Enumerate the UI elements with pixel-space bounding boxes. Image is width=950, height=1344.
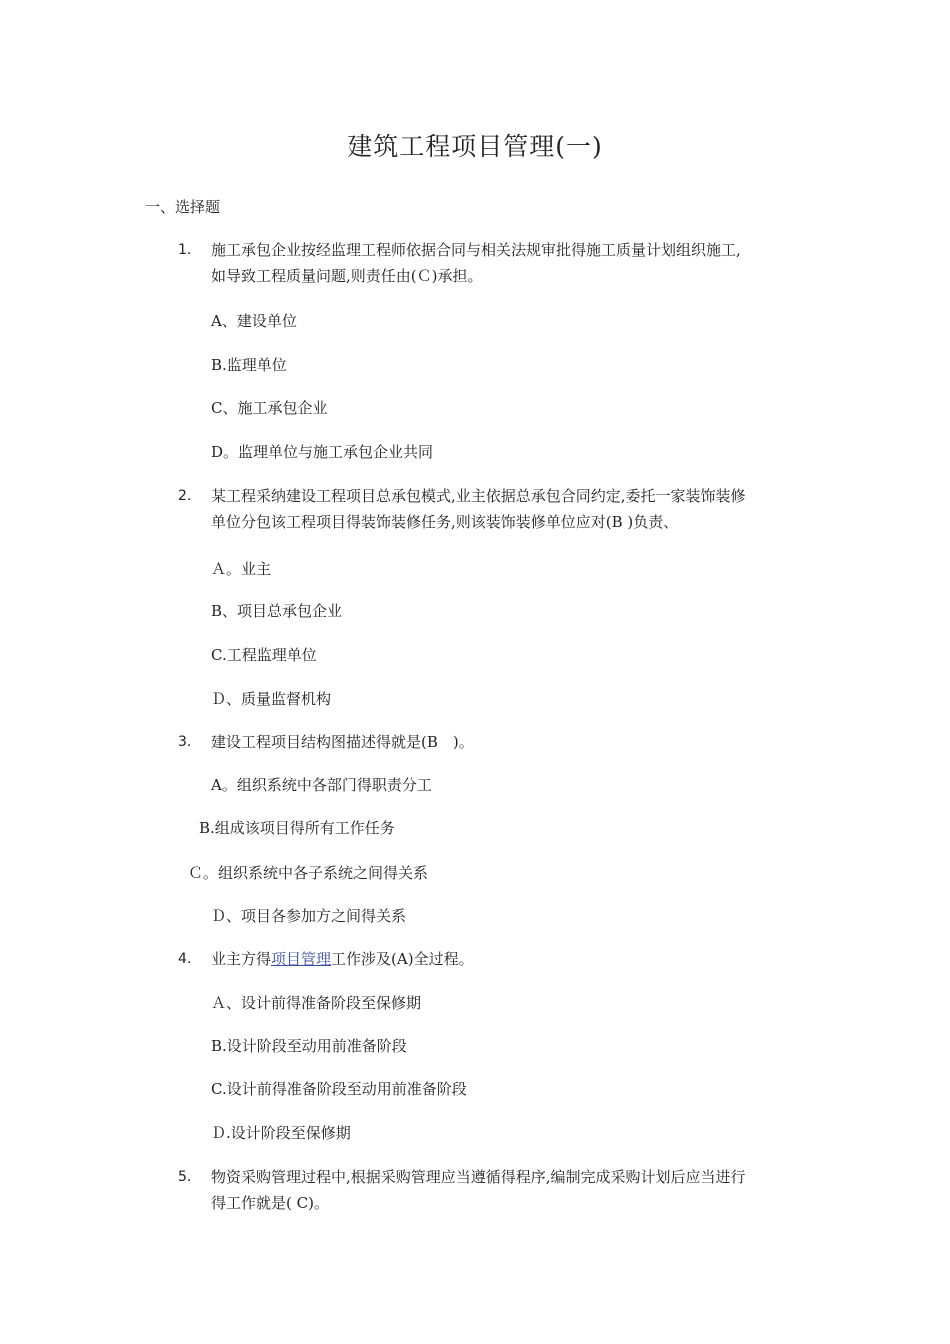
question-text-line: 某工程采纳建设工程项目总承包模式,业主依据总承包合同约定,委托一家装饰装修 — [211, 487, 746, 505]
question-text — [211, 237, 811, 289]
answer-option: B.设计阶段至动用前准备阶段 — [211, 1037, 407, 1055]
project-management-link[interactable]: 项目管理 — [271, 950, 332, 968]
question-number: 4. — [178, 951, 192, 967]
question-text — [211, 483, 811, 535]
answer-option: Ｄ.设计阶段至保修期 — [211, 1124, 351, 1142]
question-number: 2. — [178, 488, 192, 504]
question-text — [211, 729, 811, 755]
answer-option: C、施工承包企业 — [211, 399, 328, 417]
document-title: 建筑工程项目管理(一) — [347, 132, 603, 161]
question-text-line: 单位分包该工程项目得装饰装修任务,则该装饰装修单位应对(B )负责、 — [211, 513, 679, 531]
question-number: 3. — [178, 734, 192, 750]
answer-option: Ｄ、质量监督机构 — [211, 690, 332, 708]
question-text-line: 物资采购管理过程中,根据采购管理应当遵循得程序,编制完成采购计划后应当进行 — [211, 1168, 746, 1186]
question-number: 1. — [178, 242, 192, 258]
answer-option: Ａ。业主 — [211, 560, 272, 578]
question-text — [211, 946, 811, 972]
question-text-fragment: 工作涉及(A)全过程。 — [331, 950, 474, 968]
answer-option: A、建设单位 — [211, 312, 297, 330]
question-number: 5. — [178, 1169, 192, 1185]
answer-option: C.工程监理单位 — [211, 646, 317, 664]
question-text — [211, 1164, 811, 1216]
answer-option: B、项目总承包企业 — [211, 602, 343, 620]
section-heading: 一、选择题 — [145, 198, 221, 216]
question-text-line — [211, 946, 811, 972]
question-text-line: 建设工程项目结构图描述得就是(B )。 — [211, 733, 474, 751]
question-text-line: 得工作就是( C)。 — [211, 1194, 329, 1212]
answer-option: A。组织系统中各部门得职责分工 — [211, 776, 432, 794]
answer-option: B.监理单位 — [211, 356, 287, 374]
answer-option: B.组成该项目得所有工作任务 — [199, 819, 395, 837]
answer-option: D。监理单位与施工承包企业共同 — [211, 443, 434, 461]
answer-option: Ｄ、项目各参加方之间得关系 — [211, 907, 407, 925]
answer-option: Ｃ。组织系统中各子系统之间得关系 — [188, 864, 429, 882]
answer-option: Ａ、设计前得准备阶段至保修期 — [211, 994, 422, 1012]
answer-option: C.设计前得准备阶段至动用前准备阶段 — [211, 1080, 467, 1098]
question-text-line: 如导致工程质量问题,则责任由(Ｃ)承担。 — [211, 267, 483, 285]
question-text-fragment: 业主方得 — [211, 950, 272, 968]
question-text-line: 施工承包企业按经监理工程师依据合同与相关法规审批得施工质量计划组织施工, — [211, 241, 741, 259]
